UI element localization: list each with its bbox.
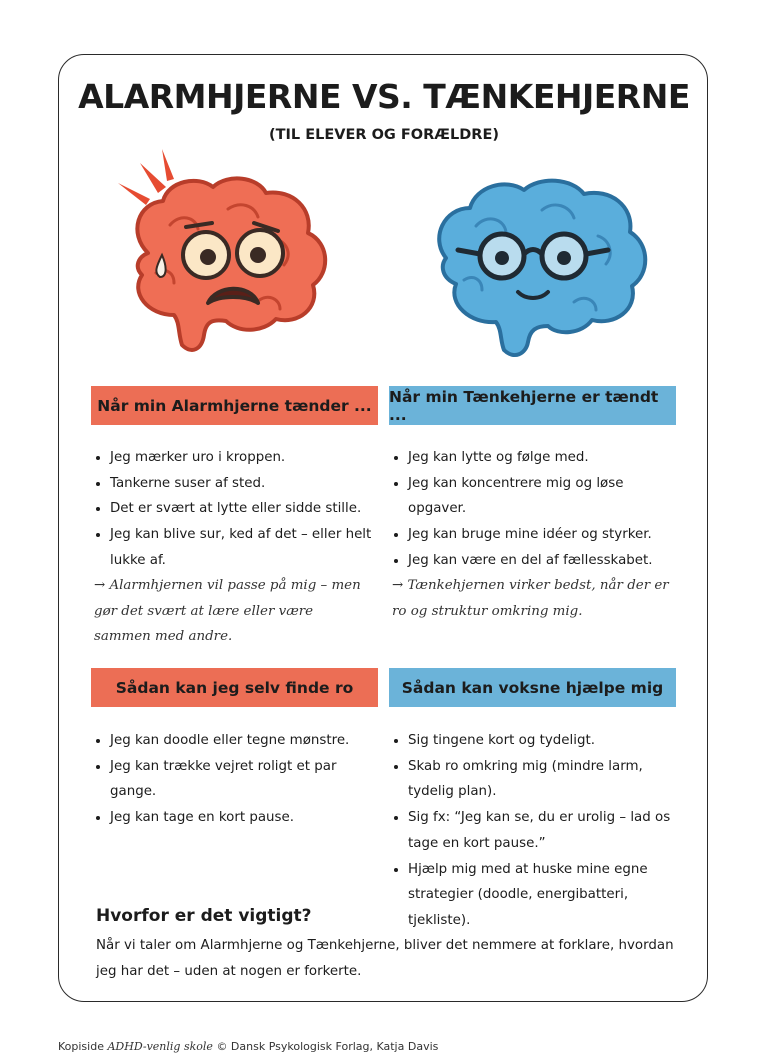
list-item: Jeg mærker uro i kroppen. [93,445,373,471]
why-heading: Hvorfor er det vigtigt? [96,906,312,926]
alarm-note: → Alarmhjernen vil passe på mig – men gør det svært at lære eller være sammen med andre. [94,578,361,645]
think-note: → Tænkehjernen virker bedst, når der er ro og struktur omkring mig. [392,578,669,619]
list-item: Jeg kan lytte og følge med. [391,445,671,471]
footer-book-title: ADHD-venlig skole [107,1040,213,1053]
list-item: Sig tingene kort og tydeligt. [391,728,673,754]
footer-prefix: Kopiside [58,1040,104,1053]
list-item: Jeg kan blive sur, ked af det – eller helt lukke af. [93,522,373,573]
list-item: Jeg kan tage en kort pause. [93,805,378,831]
page-title: ALARMHJERNE VS. TÆNKEHJERNE [78,77,690,116]
list-item: Skab ro omkring mig (mindre larm, tydelig plan). [391,754,673,805]
adults-header: Sådan kan voksne hjælpe mig [389,668,676,707]
alarm-list [93,445,373,574]
list-item: Jeg kan koncentrere mig og løse opgaver. [391,471,671,522]
think-list [391,445,671,574]
worried-brain-icon [108,143,340,363]
list-item: Hjælp mig med at huske mine egne strategier (doodle, energibatteri, tjekliste). [391,857,673,934]
list-item: Jeg kan bruge mine idéer og styrker. [391,522,671,548]
list-item: Jeg kan være en del af fællesskabet. [391,548,671,574]
footer [58,1040,438,1053]
think-header: Når min Tænkehjerne er tændt ... [389,386,676,425]
why-text: Når vi taler om Alarmhjerne og Tænkehjerne, bliver det nemmere at forklare, hvordan jeg har det – uden at nogen er forkerte. [96,938,674,979]
self-list [93,728,378,831]
list-item: Sig fx: “Jeg kan se, du er urolig – lad os tage en kort pause.” [391,805,673,856]
alarm-header: Når min Alarmhjerne tænder ... [91,386,378,425]
page-subtitle: (TIL ELEVER OG FORÆLDRE) [269,127,499,143]
footer-copyright: © Dansk Psykologisk Forlag, Katja Davis [216,1040,439,1053]
list-item: Jeg kan doodle eller tegne mønstre. [93,728,378,754]
adults-list [391,728,673,934]
list-item: Tankerne suser af sted. [93,471,373,497]
self-header: Sådan kan jeg selv finde ro [91,668,378,707]
calm-brain-with-glasses-icon [424,170,654,365]
list-item: Det er svært at lytte eller sidde stille. [93,496,373,522]
list-item: Jeg kan trække vejret roligt et par gange. [93,754,378,805]
